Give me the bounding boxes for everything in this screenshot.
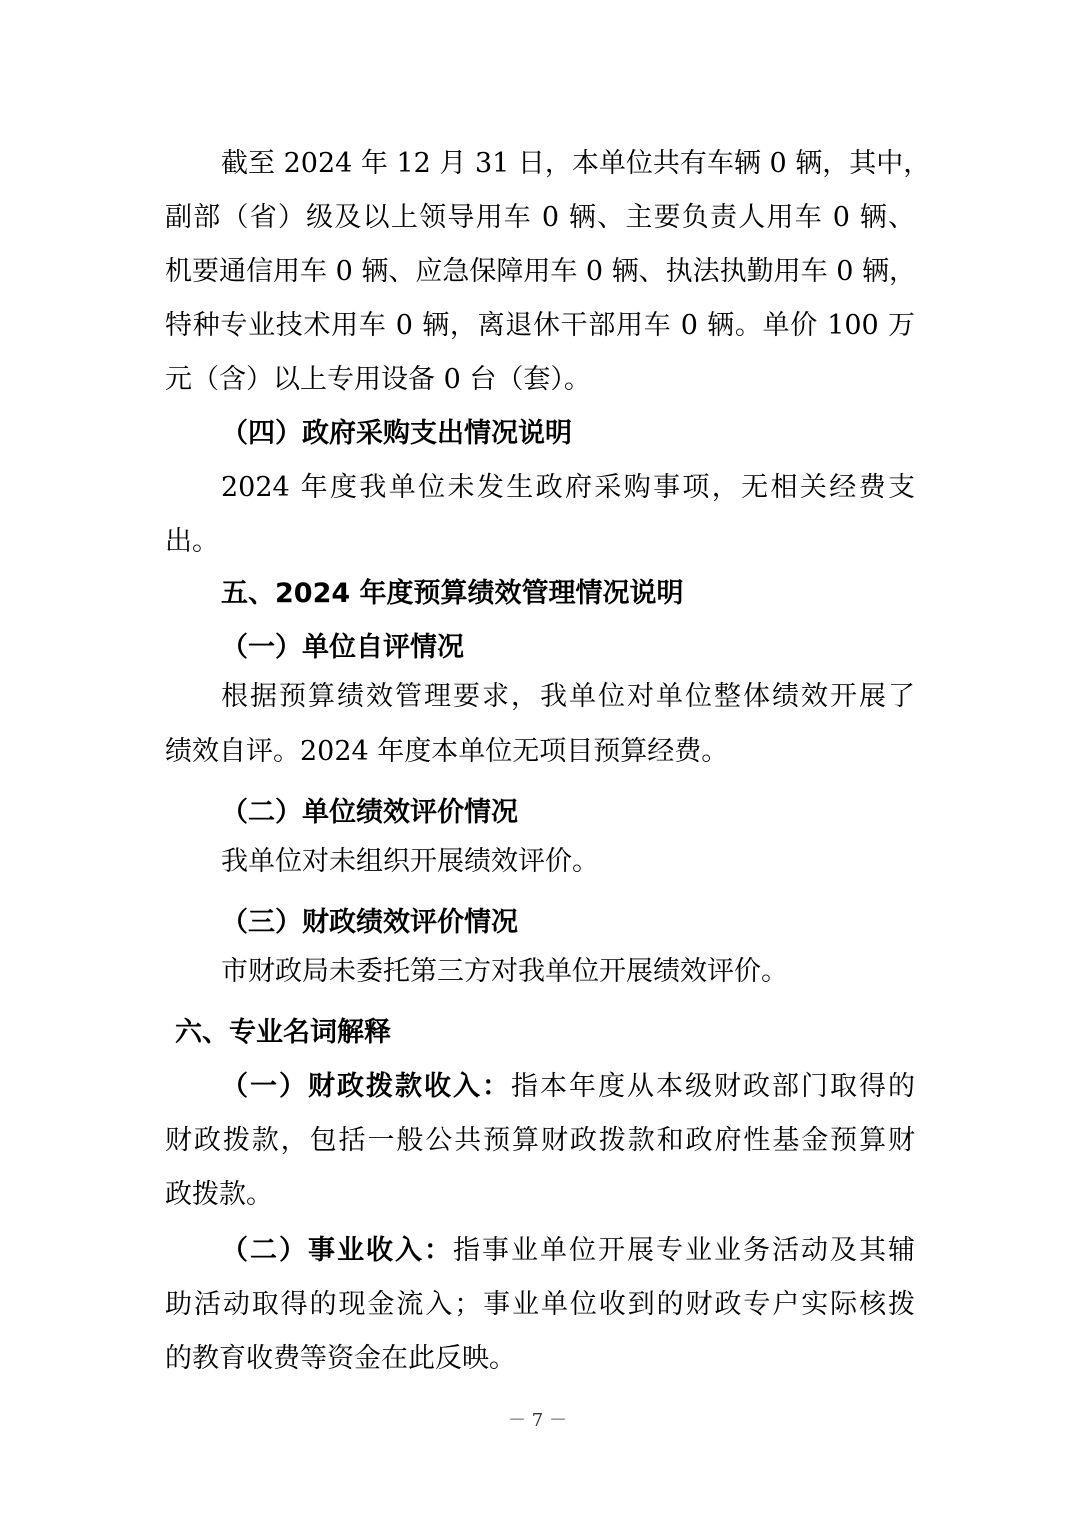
vehicles-line-3: 机要通信用车 0 辆、应急保障用车 0 辆、执法执勤用车 0 辆， [165, 256, 917, 287]
term1-first-line: 指本年度从本级财政部门取得的 [511, 1071, 915, 1102]
section5-heading: 五、2024 年度预算绩效管理情况说明 [221, 578, 684, 609]
procurement-line-2: 出。 [165, 526, 219, 557]
term1-label: （一）财政拨款收入： [221, 1071, 511, 1102]
vehicles-line-4: 特种专业技术用车 0 辆，离退休干部用车 0 辆。单价 100 万 [165, 310, 915, 341]
vehicles-line-2: 副部（省）级及以上领导用车 0 辆、主要负责人用车 0 辆、 [165, 202, 915, 233]
finance-eval-heading: （三）财政绩效评价情况 [221, 907, 518, 938]
vehicles-line-1: 截至 2024 年 12 月 31 日，本单位共有车辆 0 辆，其中， [221, 148, 931, 179]
term2-line-2: 助活动取得的现金流入；事业单位收到的财政专户实际核拨 [165, 1289, 915, 1320]
term2-label: （二）事业收入： [221, 1235, 453, 1266]
term2-line-1 [221, 1224, 915, 1278]
page-number: － 7 － [508, 1410, 567, 1431]
self-eval-line-1: 根据预算绩效管理要求，我单位对单位整体绩效开展了 [221, 681, 915, 712]
term2-line-3: 的教育收费等资金在此反映。 [165, 1343, 516, 1374]
section6-heading: 六、专业名词解释 [175, 1017, 391, 1048]
unit-eval-text: 我单位对未组织开展绩效评价。 [221, 846, 599, 877]
term1-line-2: 财政拨款，包括一般公共预算财政拨款和政府性基金预算财 [165, 1125, 915, 1156]
procurement-line-1: 2024 年度我单位未发生政府采购事项，无相关经费支 [221, 472, 915, 503]
unit-eval-heading: （二）单位绩效评价情况 [221, 797, 518, 828]
self-eval-heading: （一）单位自评情况 [221, 632, 464, 663]
term1-line-1 [221, 1060, 915, 1114]
term2-first-line: 指事业单位开展专业业务活动及其辅 [453, 1235, 915, 1266]
vehicles-line-5: 元（含）以上专用设备 0 台（套）。 [165, 364, 591, 395]
finance-eval-text: 市财政局未委托第三方对我单位开展绩效评价。 [221, 956, 788, 987]
self-eval-line-2: 绩效自评。2024 年度本单位无项目预算经费。 [165, 736, 729, 767]
procurement-heading: （四）政府采购支出情况说明 [221, 418, 572, 449]
term1-line-3: 政拨款。 [165, 1179, 273, 1210]
